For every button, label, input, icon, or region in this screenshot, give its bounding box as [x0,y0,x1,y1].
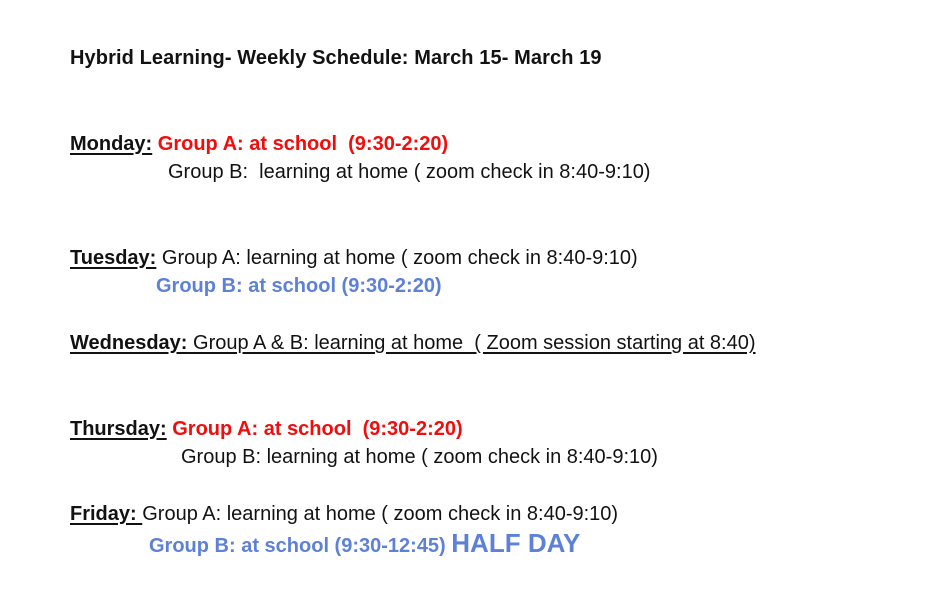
wednesday-row [70,329,921,358]
schedule-title-text: Hybrid Learning- Weekly Schedule: March 15- March 19 [70,47,602,69]
monday-row-group-b [70,158,921,187]
friday-day-label: Friday: [70,503,143,525]
monday-group-b-text: Group B: learning at home ( zoom check in 8:40-9:10) [168,161,651,183]
monday-group-a-text: Group A: at school (9:30-2:20) [152,132,449,155]
tuesday-row-group-a [70,244,921,273]
friday-row-group-b [70,529,921,558]
wednesday-detail-text: Group A & B: learning at home ( Zoom session starting at 8:40) [187,332,756,354]
monday-row-group-a [70,130,921,159]
blank-line [70,101,921,130]
friday-group-b-text: Group B: at school (9:30-12:45) [149,534,452,557]
blank-line [70,386,921,415]
wednesday-day-label: Wednesday: [70,332,188,354]
tuesday-group-a-text: Group A: learning at home ( zoom check in 8:40-9:10) [156,246,638,269]
thursday-group-b-text: Group B: learning at home ( zoom check in 8:40-9:10) [181,446,658,468]
friday-row-group-a [70,500,921,529]
thursday-row-group-b [70,443,921,472]
tuesday-row-group-b [70,272,921,301]
tuesday-group-b-text: Group B: at school (9:30-2:20) [156,275,442,297]
monday-day-label: Monday: [70,132,153,155]
friday-group-a-text: Group A: learning at home ( zoom check in 8:40-9:10) [142,503,619,525]
blank-line [70,472,921,501]
tuesday-day-label: Tuesday: [70,246,157,269]
blank-line [70,301,921,330]
thursday-group-a-text: Group A: at school (9:30-2:20) [166,417,463,440]
thursday-row-group-a [70,415,921,444]
schedule-title [70,44,921,73]
blank-line [70,358,921,387]
blank-line [70,73,921,102]
thursday-day-label: Thursday: [70,417,167,440]
friday-half-day-text: HALF DAY [451,527,581,558]
blank-line [70,215,921,244]
blank-line [70,187,921,216]
